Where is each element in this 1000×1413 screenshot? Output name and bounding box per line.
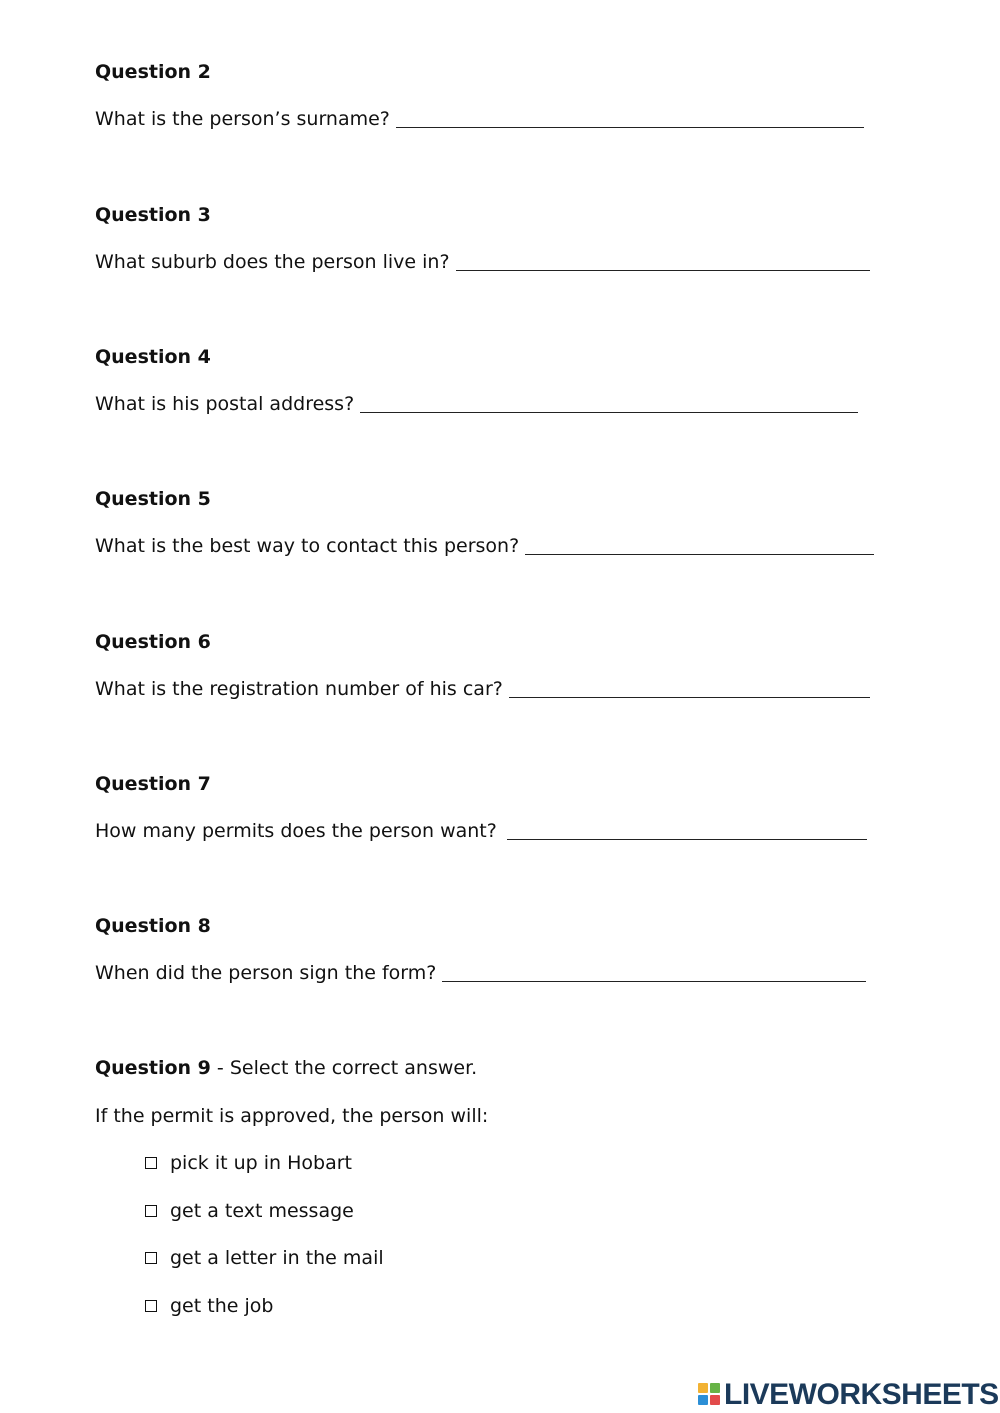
question-line	[95, 677, 855, 701]
checkbox[interactable]	[145, 1205, 157, 1217]
question-8	[95, 914, 855, 985]
question-text: What is his postal address?	[95, 393, 355, 415]
question-title: Question 4	[95, 346, 211, 368]
postal-address-answer-field[interactable]	[360, 411, 858, 413]
question-title: Question 9	[95, 1057, 211, 1079]
choice-label: get a text message	[170, 1200, 354, 1222]
question-5	[95, 487, 855, 558]
question-title: Question 2	[95, 61, 211, 83]
choice-pick-up-hobart[interactable]	[145, 1151, 352, 1175]
sign-date-answer-field[interactable]	[442, 980, 866, 982]
question-title: Question 6	[95, 631, 211, 653]
question-text: When did the person sign the form?	[95, 962, 437, 984]
contact-method-answer-field[interactable]	[525, 553, 874, 555]
question-line	[95, 961, 855, 985]
liveworksheets-logo-icon	[698, 1383, 722, 1407]
question-text: What is the registration number of his car?	[95, 678, 503, 700]
registration-answer-field[interactable]	[509, 696, 870, 698]
choice-label: pick it up in Hobart	[170, 1152, 352, 1174]
question-title: Question 7	[95, 773, 211, 795]
logo-text: LIVEWORKSHEETS	[724, 1378, 999, 1411]
question-text: What suburb does the person live in?	[95, 251, 450, 273]
question-title: Question 5	[95, 488, 211, 510]
choice-text-message[interactable]	[145, 1199, 354, 1223]
checkbox[interactable]	[145, 1300, 157, 1312]
choice-get-job[interactable]	[145, 1294, 273, 1318]
question-line	[95, 819, 855, 843]
question-text: How many permits does the person want?	[95, 820, 497, 842]
checkbox[interactable]	[145, 1252, 157, 1264]
question-title: Question 8	[95, 915, 211, 937]
question-text: What is the best way to contact this person?	[95, 535, 520, 557]
choice-letter-mail[interactable]	[145, 1246, 384, 1270]
question-title: Question 3	[95, 204, 211, 226]
question-7	[95, 772, 855, 843]
question-3	[95, 203, 855, 274]
question-text: What is the person’s surname?	[95, 108, 390, 130]
choice-label: get the job	[170, 1295, 274, 1317]
checkbox[interactable]	[145, 1157, 157, 1169]
question-line	[95, 250, 855, 274]
question-line	[95, 392, 855, 416]
choice-label: get a letter in the mail	[170, 1247, 384, 1269]
question-9-prompt: If the permit is approved, the person will:	[95, 1105, 489, 1127]
suburb-answer-field[interactable]	[456, 269, 870, 271]
question-2	[95, 60, 855, 131]
question-line	[95, 107, 855, 131]
question-9-heading	[95, 1056, 477, 1080]
question-instruction: - Select the correct answer.	[210, 1057, 478, 1079]
permits-count-answer-field[interactable]	[507, 838, 867, 840]
surname-answer-field[interactable]	[396, 126, 864, 128]
liveworksheets-logo	[698, 1380, 999, 1410]
question-line	[95, 534, 855, 558]
question-4	[95, 345, 855, 416]
question-6	[95, 630, 855, 701]
